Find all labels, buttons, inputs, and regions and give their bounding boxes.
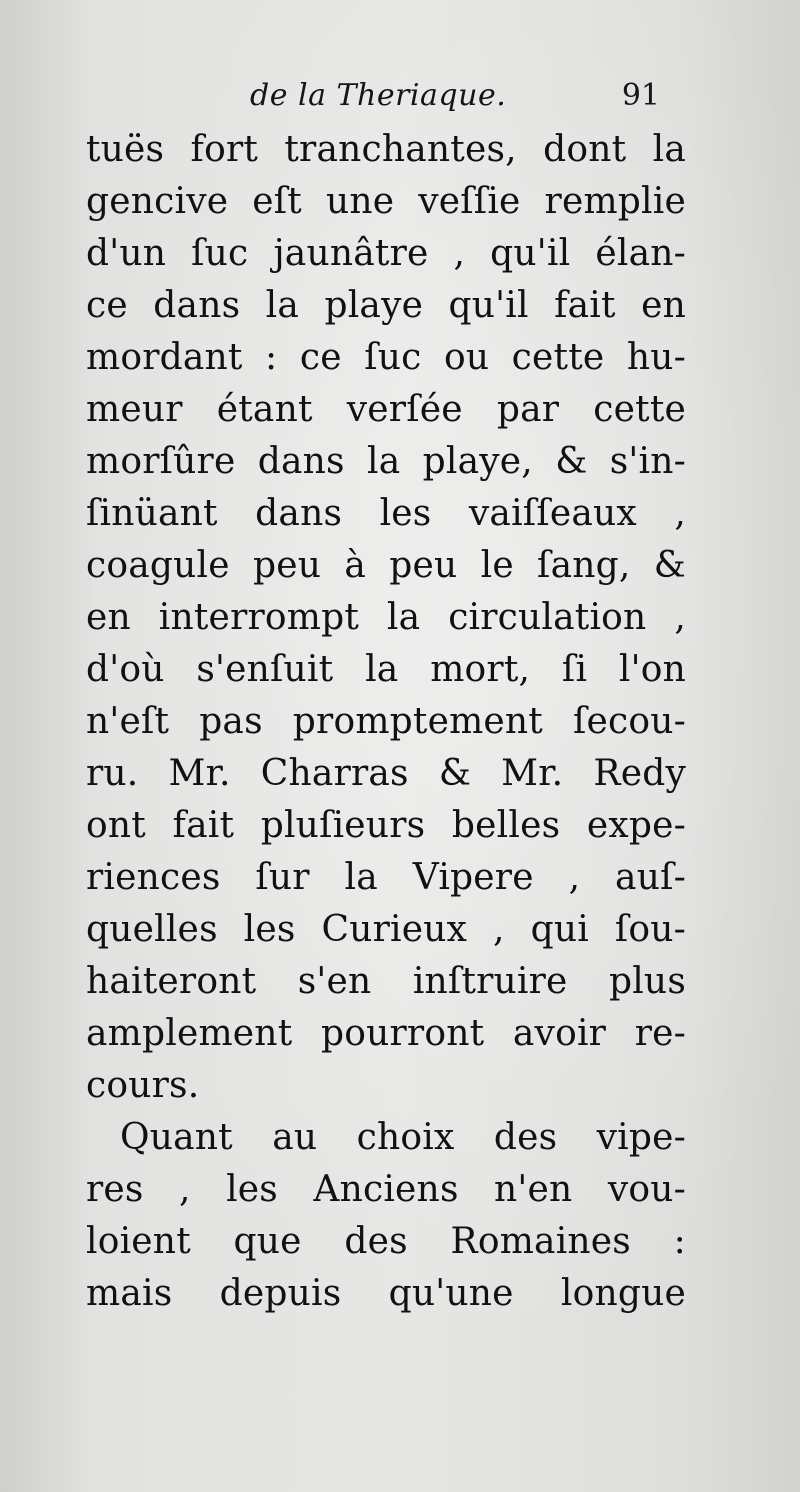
text-line: tuës fort tranchantes, dont la	[86, 129, 686, 170]
text-line: meur étant verſée par cette	[86, 389, 686, 430]
text-line: mais depuis qu'une longue	[86, 1273, 686, 1314]
text-line: gencive eſt une veſſie remplie	[86, 181, 686, 222]
text-line: en interrompt la circulation ,	[86, 597, 686, 638]
text-line: cours.	[86, 1065, 200, 1106]
text-line: ſinüant dans les vaiſſeaux ,	[86, 493, 686, 534]
text-line: n'eſt pas promptement ſecou-	[86, 701, 686, 742]
text-line: d'un ſuc jaunâtre , qu'il élan-	[86, 233, 686, 274]
text-line: haiteront s'en inſtruire plus	[86, 961, 686, 1002]
text-line: Quant au choix des vipe-	[120, 1117, 686, 1158]
text-line: loient que des Romaines :	[86, 1221, 686, 1262]
text-line: riences ſur la Vipere , auſ-	[86, 857, 686, 898]
text-line: quelles les Curieux , qui ſou-	[86, 909, 686, 950]
body-text	[86, 124, 686, 1320]
text-line: amplement pourront avoir re-	[86, 1013, 686, 1054]
text-line: ont fait pluſieurs belles expe-	[86, 805, 686, 846]
text-line: ce dans la playe qu'il fait en	[86, 285, 686, 326]
text-line: ru. Mr. Charras & Mr. Redy	[86, 753, 686, 794]
page-number: 91	[621, 78, 660, 113]
text-line: morſûre dans la playe, & s'in-	[86, 441, 686, 482]
text-line: d'où s'enſuit la mort, ſi l'on	[86, 649, 686, 690]
text-line: coagule peu à peu le ſang, &	[86, 545, 686, 586]
text-line: mordant : ce ſuc ou cette hu-	[86, 337, 686, 378]
page-header	[250, 78, 660, 122]
text-line: res , les Anciens n'en vou-	[86, 1169, 686, 1210]
running-head: de la Theriaque.	[250, 78, 507, 113]
